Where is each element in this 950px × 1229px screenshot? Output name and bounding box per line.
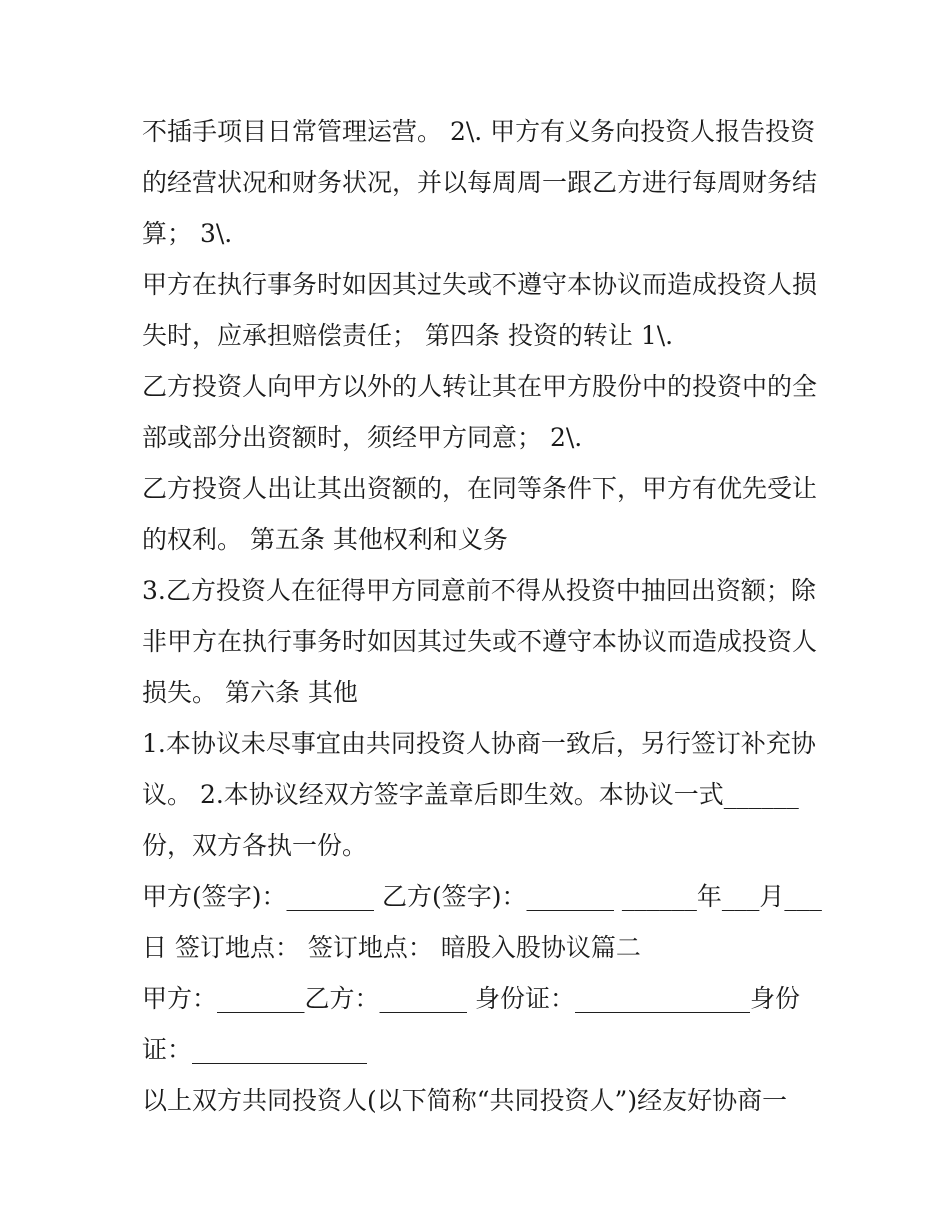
text-line: 甲方在执行事务时如因其过失或不遵守本协议而造成投资人损 <box>142 270 818 299</box>
text-line: 不插手项目日常管理运营。 2\. 甲方有义务向投资人报告投资 <box>142 117 816 146</box>
text-line: 证：______________ <box>142 1035 368 1064</box>
text-line: 部或部分出资额时，须经甲方同意； 2\. <box>142 423 583 452</box>
text-line: 的权利。 第五条 其他权利和义务 <box>142 525 508 554</box>
text-line: 日 签订地点： 签订地点： 暗股入股协议篇二 <box>142 933 641 962</box>
text-line: 议。 2.本协议经双方签字盖章后即生效。本协议一式______ <box>142 780 799 809</box>
text-line: 乙方投资人出让其出资额的，在同等条件下，甲方有优先受让 <box>142 474 818 503</box>
text-line: 甲方(签字)：_______ 乙方(签字)：_______ ______年___月___ <box>142 882 822 911</box>
text-line: 3.乙方投资人在征得甲方同意前不得从投资中抽回出资额；除 <box>142 576 816 605</box>
document-body <box>142 106 822 1126</box>
text-line: 损失。 第六条 其他 <box>142 678 358 707</box>
text-line: 乙方投资人向甲方以外的人转让其在甲方股份中的投资中的全 <box>142 372 818 401</box>
text-line: 算； 3\. <box>142 219 233 248</box>
text-line: 1.本协议未尽事宜由共同投资人协商一致后，另行签订补充协 <box>142 729 816 758</box>
text-line: 甲方：_______乙方：_______ 身份证：______________身份 <box>142 984 800 1013</box>
text-line: 以上双方共同投资人(以下简称“共同投资人”)经友好协商一 <box>142 1086 788 1115</box>
text-line: 份，双方各执一份。 <box>142 831 368 860</box>
text-line: 失时，应承担赔偿责任； 第四条 投资的转让 1\. <box>142 321 674 350</box>
text-line: 的经营状况和财务状况，并以每周周一跟乙方进行每周财务结 <box>142 168 818 197</box>
text-line: 非甲方在执行事务时如因其过失或不遵守本协议而造成投资人 <box>142 627 818 656</box>
